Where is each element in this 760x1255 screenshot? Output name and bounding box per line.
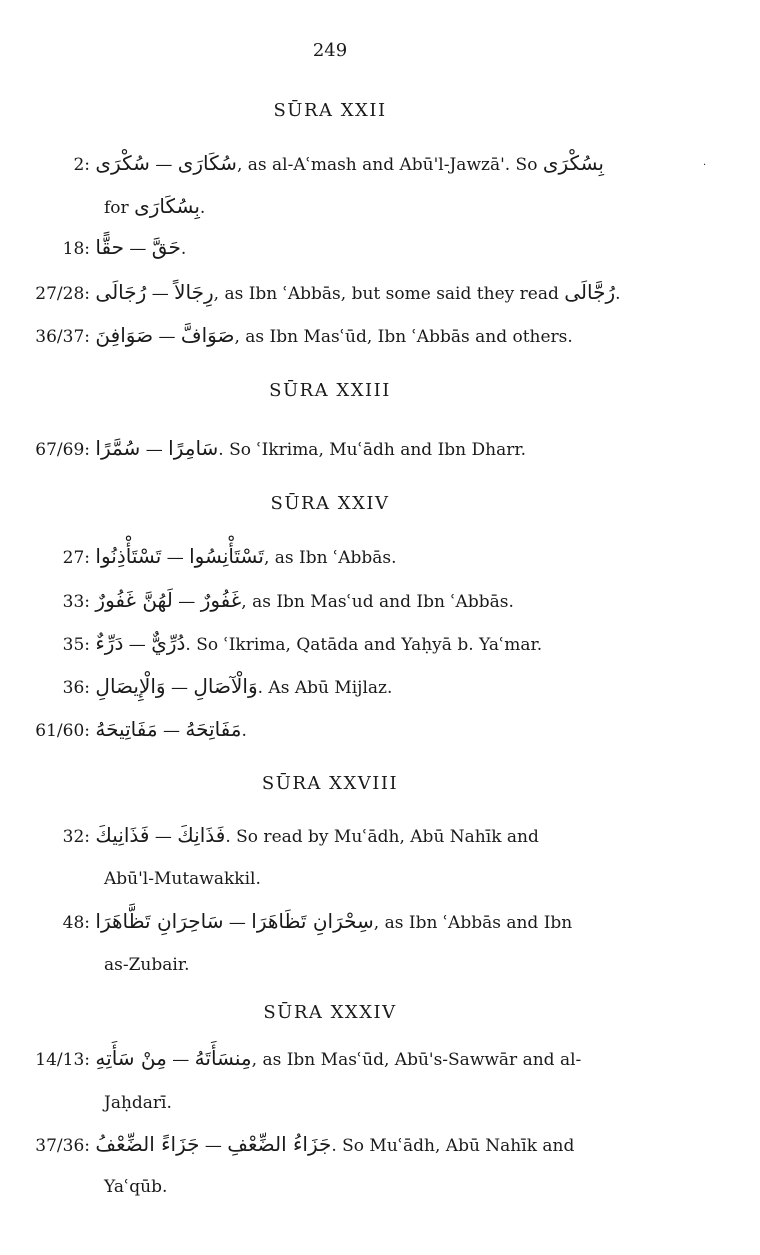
dash: — xyxy=(204,1136,222,1156)
verse-number: 37/36: xyxy=(35,1136,90,1156)
arabic-reading: مَفَاتِحَهُ xyxy=(185,717,242,741)
arabic-reading: جَزَاءُ الضِّعْفِ xyxy=(227,1132,332,1156)
entry-text: . So ʿIkrima, Muʿādh and Ibn Dharr. xyxy=(218,440,527,460)
arabic-variant: سُمَّرًا xyxy=(95,436,141,460)
arabic-reading: تَسْتَأْنِسُوا xyxy=(189,544,264,568)
verse-number: 2: xyxy=(73,155,90,175)
dash: — xyxy=(166,548,184,568)
arabic-reading: حَقَّ xyxy=(151,235,181,259)
entry xyxy=(0,437,526,461)
dash: — xyxy=(228,913,246,933)
dash: — xyxy=(178,592,196,612)
verse-number: 14/13: xyxy=(35,1050,90,1070)
entry-text: . So ʿIkrima, Qatāda and Yaḥyā b. Yaʿmar. xyxy=(185,635,543,655)
entry xyxy=(0,675,392,699)
entry xyxy=(0,632,542,656)
entry xyxy=(0,236,186,260)
margin-mark: · xyxy=(703,160,707,171)
dash: — xyxy=(128,635,146,655)
verse-number: 35: xyxy=(62,635,90,655)
entry xyxy=(0,589,514,613)
sura-heading: SŪRA XXII xyxy=(273,100,387,121)
entry-text: , as Ibn Masʿud and Ibn ʿAbbās. xyxy=(241,592,514,612)
entry xyxy=(0,910,572,934)
arabic-variant: فَذَانِيكَ xyxy=(95,823,150,847)
verse-number: 33: xyxy=(62,592,90,612)
entry-continuation: Abū'l-Mutawakkil. xyxy=(104,869,261,889)
entry xyxy=(0,1133,574,1157)
dash: — xyxy=(170,678,188,698)
arabic-reading: سَامِرًا xyxy=(168,436,219,460)
verse-number: 27: xyxy=(62,548,90,568)
entry-continuation: Yaʿqūb. xyxy=(104,1177,168,1197)
entry: 27/28: رِجَالاً — رُجَالَى , as Ibn ʿAbbās, but some said they read رُجَّالَى. xyxy=(0,281,621,305)
arabic-reading: دُرِّيٌّ xyxy=(151,631,186,655)
arabic-reading: سُكَارَى xyxy=(177,151,237,175)
arabic-reading: فَذَانِكَ xyxy=(177,823,226,847)
verse-number: 36/37: xyxy=(35,327,90,347)
entry-text: , as Ibn Masʿūd, Abū's-Sawwār and al- xyxy=(251,1050,582,1070)
arabic-note: بِسُكْرَى xyxy=(542,151,605,175)
arabic-reading: صَوَافَّ xyxy=(180,323,235,347)
entry xyxy=(0,718,247,742)
entry-continuation: as-Zubair. xyxy=(104,955,190,975)
arabic-variant: تَسْتَأْذِنُوا xyxy=(95,544,162,568)
entry-continuation: for بِسُكَارَى. xyxy=(104,194,206,218)
entry xyxy=(0,545,397,569)
dash: — xyxy=(158,327,176,347)
entry-text: . So Muʿādh, Abū Nahīk and xyxy=(331,1136,575,1156)
arabic-reading: سِحْرَانِ تَظَاهَرَا xyxy=(251,909,374,933)
entry xyxy=(0,152,604,176)
arabic-variant: حقًّا xyxy=(95,235,124,259)
dash: — xyxy=(145,440,163,460)
verse-number: 32: xyxy=(62,827,90,847)
entry-text: , as Ibn ʿAbbās. xyxy=(263,548,397,568)
arabic-reading: مِنسَأَتَهُ xyxy=(194,1046,252,1070)
verse-number: 61/60: xyxy=(35,721,90,741)
arabic-note: رُجَّالَى xyxy=(564,280,616,304)
entry-text: , as Ibn Masʿūd, Ibn ʿAbbās and others. xyxy=(234,327,573,347)
entry-text: . So read by Muʿādh, Abū Nahīk and xyxy=(225,827,539,847)
arabic-reading: وَالْآصَالِ xyxy=(193,674,258,698)
verse-number: 18: xyxy=(62,239,90,259)
verse-number: 48: xyxy=(62,913,90,933)
arabic-variant: جَزَاءً الضِّعْفُ xyxy=(95,1132,200,1156)
dash: — xyxy=(162,721,180,741)
page-number: 249 xyxy=(312,40,348,61)
dash: — xyxy=(151,284,169,304)
arabic-note: بِسُكَارَى xyxy=(134,194,200,218)
entry xyxy=(0,1047,581,1071)
sura-heading: SŪRA XXIV xyxy=(270,493,390,514)
entry-text: , as al-Aʿmash and Abū'l-Jawzā'. So xyxy=(236,155,543,175)
arabic-variant: مِنْ سَأَتِهِ xyxy=(95,1046,167,1070)
verse-number: 36: xyxy=(62,678,90,698)
arabic-variant: مَفَاتِيحَهُ xyxy=(95,717,158,741)
entry-continuation: Jaḥdarī. xyxy=(104,1093,172,1113)
entry xyxy=(0,824,539,848)
dash: — xyxy=(129,239,147,259)
entry-text: , as Ibn ʿAbbās and Ibn xyxy=(373,913,573,933)
entry-text: . xyxy=(180,239,187,259)
entry-text: . xyxy=(241,721,247,741)
arabic-variant: سُكْرَى xyxy=(95,151,150,175)
sura-heading: SŪRA XXXIV xyxy=(263,1002,397,1023)
arabic-variant: دَرِّءٌ xyxy=(95,631,124,655)
arabic-variant: سَاحِرَانِ تَظَّاهَرَا xyxy=(95,909,224,933)
arabic-reading: رِجَالاً xyxy=(174,280,214,304)
entry-text: . As Abū Mijlaz. xyxy=(257,678,393,698)
sura-heading: SŪRA XXIII xyxy=(269,380,391,401)
arabic-variant: صَوَافِنَ xyxy=(95,323,154,347)
sura-heading: SŪRA XXVIII xyxy=(261,773,399,794)
arabic-variant: لَهُنَّ غَفُورٌ xyxy=(95,588,173,612)
verse-number: 67/69: xyxy=(35,440,90,460)
arabic-variant: رُجَالَى xyxy=(95,280,147,304)
dash: — xyxy=(154,827,172,847)
dash: — xyxy=(172,1050,190,1070)
entry xyxy=(0,324,573,348)
dash: — xyxy=(155,155,173,175)
arabic-reading: غَفُورٌ xyxy=(200,588,242,612)
entry-text: , as Ibn ʿAbbās, but some said they read xyxy=(213,284,565,304)
arabic-variant: وَالْإِيصَالِ xyxy=(95,674,166,698)
verse-number: 27/28: xyxy=(35,284,90,304)
